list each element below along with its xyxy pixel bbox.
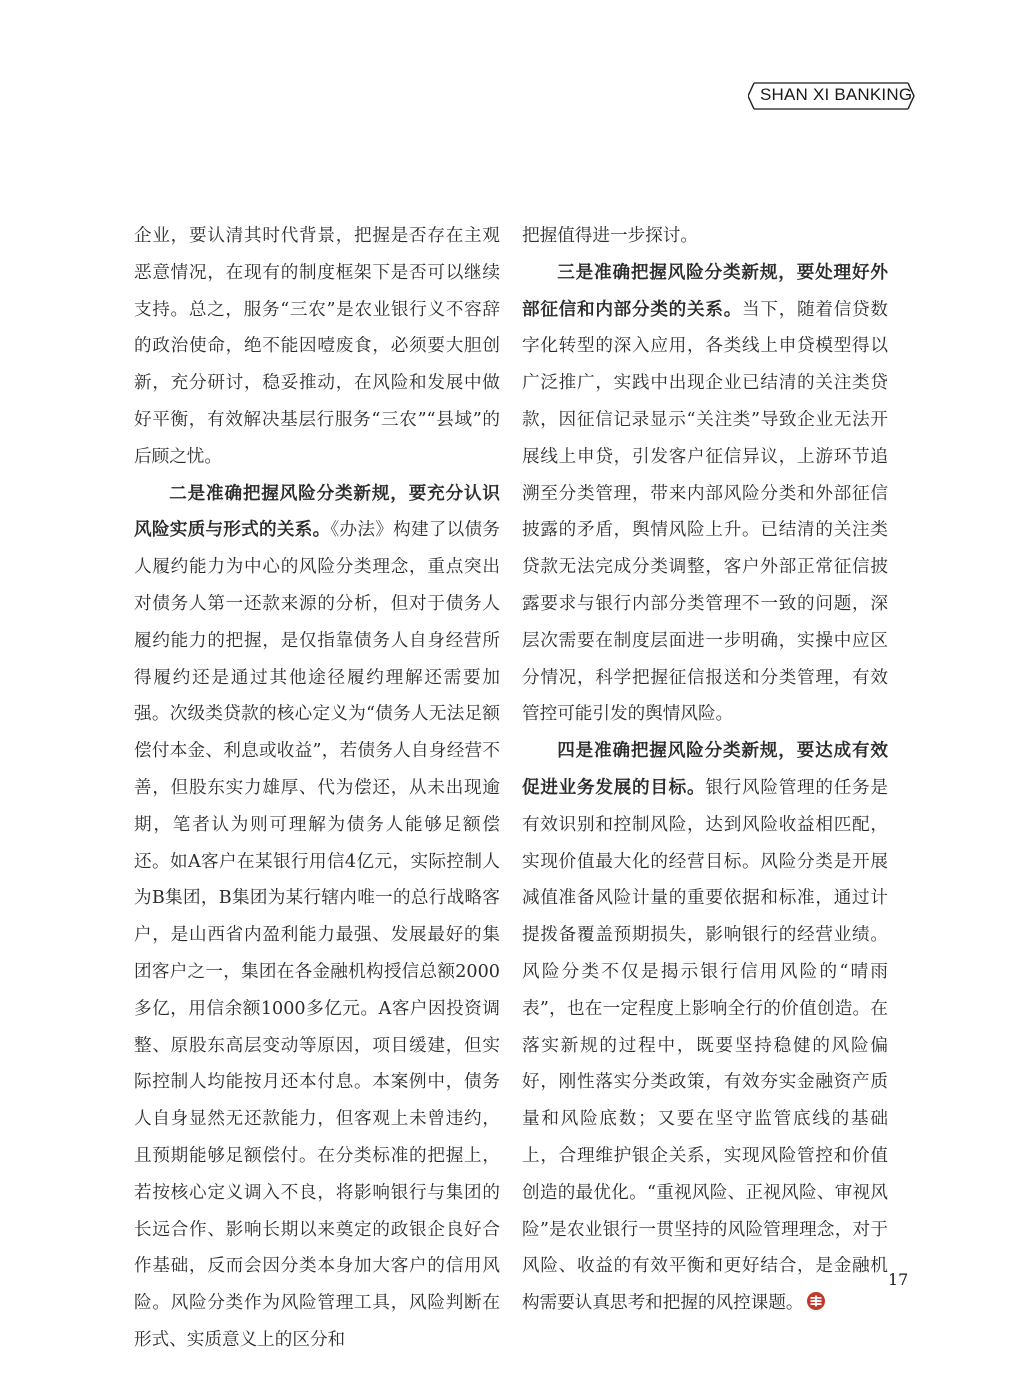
left-column [134, 218, 500, 1359]
paragraph-body: 当下，随着信贷数字化转型的深入应用，各类线上申贷模型得以广泛推广，实践中出现企业已结清的关注类贷款，因征信记录显示“关注类”导致企业无法开展线上申贷，引发客户征信异议，上游环节追溯至分类管理，带来内部风险分类和外部征信披露的矛盾，舆情风险上升。已结清的关注类贷款无法完成分类调整，客户外部正常征信披露要求与银行内部分类管理不一致的问题，深层次需要在制度层面进一步明确，实操中应区分情况，科学把握征信报送和分类管理，有效管控可能引发的舆情风险。 [522, 299, 888, 725]
paragraph-lead: 四是准确把握风险分类新规，要达成有效促进业务发展的目标。 [522, 740, 888, 798]
paragraph: 企业，要认清其时代背景，把握是否存在主观恶意情况，在现有的制度框架下是否可以继续支持。总之，服务“三农”是农业银行义不容辞的政治使命，绝不能因噎废食，必须要大胆创新，充分研讨，稳妥推动，在风险和发展中做好平衡，有效解决基层行服务“三农”“县域”的后顾之忧。 [134, 226, 500, 467]
page-number: 17 [888, 1270, 909, 1289]
right-column [522, 218, 888, 1322]
journal-header-badge [748, 82, 916, 110]
paragraph-body: 《办法》构建了以债务人履约能力为中心的风险分类理念，重点突出对债务人第一还款来源的分析，但对于债务人履约能力的把握，是仅指靠债务人自身经营所得履约还是通过其他途径履约理解还需要加强。次级类贷款的核心定义为“债务人无法足额偿付本金、利息或收益”，若债务人自身经营不善，但股东实力雄厚、代为偿还，从未出现逾期，笔者认为则可理解为债务人能够足额偿还。如A客户在某银行用信4亿元，实际控制人为B集团，B集团为某行辖内唯一的总行战略客户，是山西省内盈利能力最强、发展最好的集团客户之一，集团在各金融机构授信总额2000多亿，用信余额1000多亿元。A客户因投资调整、原股东高层变动等原因，项目缓建，但实际控制人均能按月还本付息。本案例中，债务人自身显然无还款能力，但客观上未曾违约，且预期能够足额偿付。在分类标准的把握上，若按核心定义调入不良，将影响银行与集团的长远合作、影响长期以来奠定的政银企良好合作基础，反而会因分类本身加大客户的信用风险。风险分类作为风险管理工具，风险判断在形式、实质意义上的区分和 [134, 520, 500, 1350]
paragraph [134, 476, 500, 1359]
journal-logo-icon [806, 1291, 826, 1311]
paragraph-lead: 三是准确把握风险分类新规，要处理好外部征信和内部分类的关系。 [522, 261, 888, 320]
paragraph [522, 255, 888, 733]
paragraph: 把握值得进一步探讨。 [522, 226, 698, 246]
paragraph [522, 733, 888, 1322]
paragraph-lead: 二是准确把握风险分类新规，要充分认识风险实质与形式的关系。 [134, 482, 500, 541]
paragraph-body: 银行风险管理的任务是有效识别和控制风险，达到风险收益相匹配，实现价值最大化的经营目标。风险分类是开展减值准备风险计量的重要依据和标准，通过计提拨备覆盖预期损失，影响银行的经营业绩。风险分类不仅是揭示银行信用风险的“晴雨表”，也在一定程度上影响全行的价值创造。在落实新规的过程中，既要坚持稳健的风险偏好，刚性落实分类政策，有效夯实金融资产质量和风险底数；又要在坚守监管底线的基础上，合理维护银企关系，实现风险管控和价值创造的最优化。“重视风险、正视风险、审视风险”是农业银行一贯坚持的风险管理理念，对于风险、收益的有效平衡和更好结合，是金融机构需要认真思考和把握的风控课题。 [522, 777, 888, 1314]
journal-title: SHAN XI BANKING [760, 85, 913, 104]
